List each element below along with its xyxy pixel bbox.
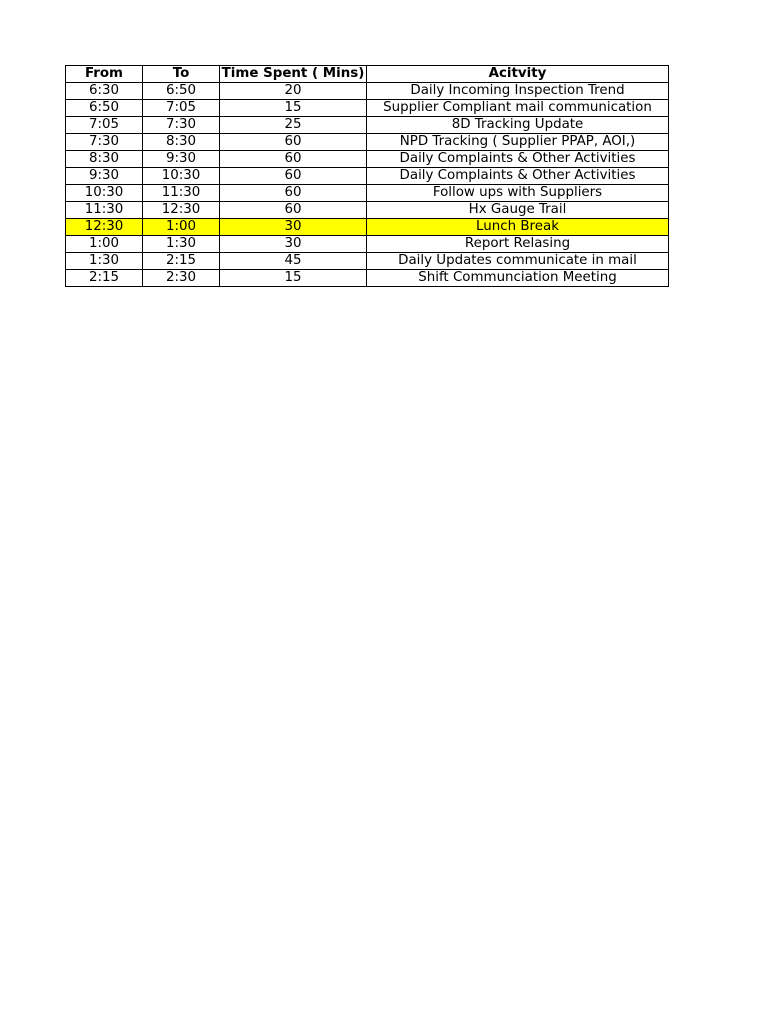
table-row	[66, 270, 669, 287]
cell-to: 7:05	[143, 100, 220, 117]
table-row	[66, 253, 669, 270]
table-row	[66, 151, 669, 168]
cell-activity: Shift Communciation Meeting	[367, 270, 669, 287]
cell-time-spent: 60	[220, 168, 367, 185]
cell-time-spent: 15	[220, 100, 367, 117]
cell-activity: Daily Updates communicate in mail	[367, 253, 669, 270]
cell-time-spent: 45	[220, 253, 367, 270]
cell-time-spent: 30	[220, 219, 367, 236]
cell-to: 6:50	[143, 83, 220, 100]
cell-to: 11:30	[143, 185, 220, 202]
activity-schedule-table	[65, 65, 669, 287]
header-row	[66, 66, 669, 83]
cell-from: 1:30	[66, 253, 143, 270]
cell-time-spent: 20	[220, 83, 367, 100]
table-row	[66, 168, 669, 185]
cell-from: 1:00	[66, 236, 143, 253]
schedule-sheet	[65, 65, 669, 287]
header-to: To	[143, 66, 220, 83]
header-time-spent: Time Spent ( Mins)	[220, 66, 367, 83]
table-row	[66, 117, 669, 134]
cell-from: 12:30	[66, 219, 143, 236]
cell-activity: Supplier Compliant mail communication	[367, 100, 669, 117]
cell-activity: Lunch Break	[367, 219, 669, 236]
cell-to: 9:30	[143, 151, 220, 168]
header-from: From	[66, 66, 143, 83]
cell-time-spent: 25	[220, 117, 367, 134]
cell-from: 10:30	[66, 185, 143, 202]
cell-to: 10:30	[143, 168, 220, 185]
cell-activity: Follow ups with Suppliers	[367, 185, 669, 202]
cell-from: 9:30	[66, 168, 143, 185]
cell-time-spent: 60	[220, 202, 367, 219]
schedule-body	[66, 83, 669, 287]
cell-time-spent: 30	[220, 236, 367, 253]
table-row	[66, 100, 669, 117]
table-row	[66, 134, 669, 151]
cell-to: 12:30	[143, 202, 220, 219]
table-row	[66, 219, 669, 236]
cell-to: 2:30	[143, 270, 220, 287]
cell-activity: Daily Incoming Inspection Trend	[367, 83, 669, 100]
cell-time-spent: 60	[220, 185, 367, 202]
cell-activity: 8D Tracking Update	[367, 117, 669, 134]
cell-to: 8:30	[143, 134, 220, 151]
cell-from: 8:30	[66, 151, 143, 168]
cell-to: 2:15	[143, 253, 220, 270]
cell-activity: NPD Tracking ( Supplier PPAP, AOI,)	[367, 134, 669, 151]
cell-from: 6:30	[66, 83, 143, 100]
cell-from: 7:05	[66, 117, 143, 134]
cell-to: 7:30	[143, 117, 220, 134]
header-activity: Acitvity	[367, 66, 669, 83]
table-row	[66, 83, 669, 100]
cell-activity: Daily Complaints & Other Activities	[367, 151, 669, 168]
table-row	[66, 236, 669, 253]
cell-time-spent: 60	[220, 134, 367, 151]
cell-from: 6:50	[66, 100, 143, 117]
cell-time-spent: 60	[220, 151, 367, 168]
cell-to: 1:00	[143, 219, 220, 236]
table-row	[66, 185, 669, 202]
cell-activity: Report Relasing	[367, 236, 669, 253]
cell-activity: Daily Complaints & Other Activities	[367, 168, 669, 185]
cell-from: 2:15	[66, 270, 143, 287]
table-row	[66, 202, 669, 219]
cell-activity: Hx Gauge Trail	[367, 202, 669, 219]
cell-from: 7:30	[66, 134, 143, 151]
cell-time-spent: 15	[220, 270, 367, 287]
cell-to: 1:30	[143, 236, 220, 253]
cell-from: 11:30	[66, 202, 143, 219]
